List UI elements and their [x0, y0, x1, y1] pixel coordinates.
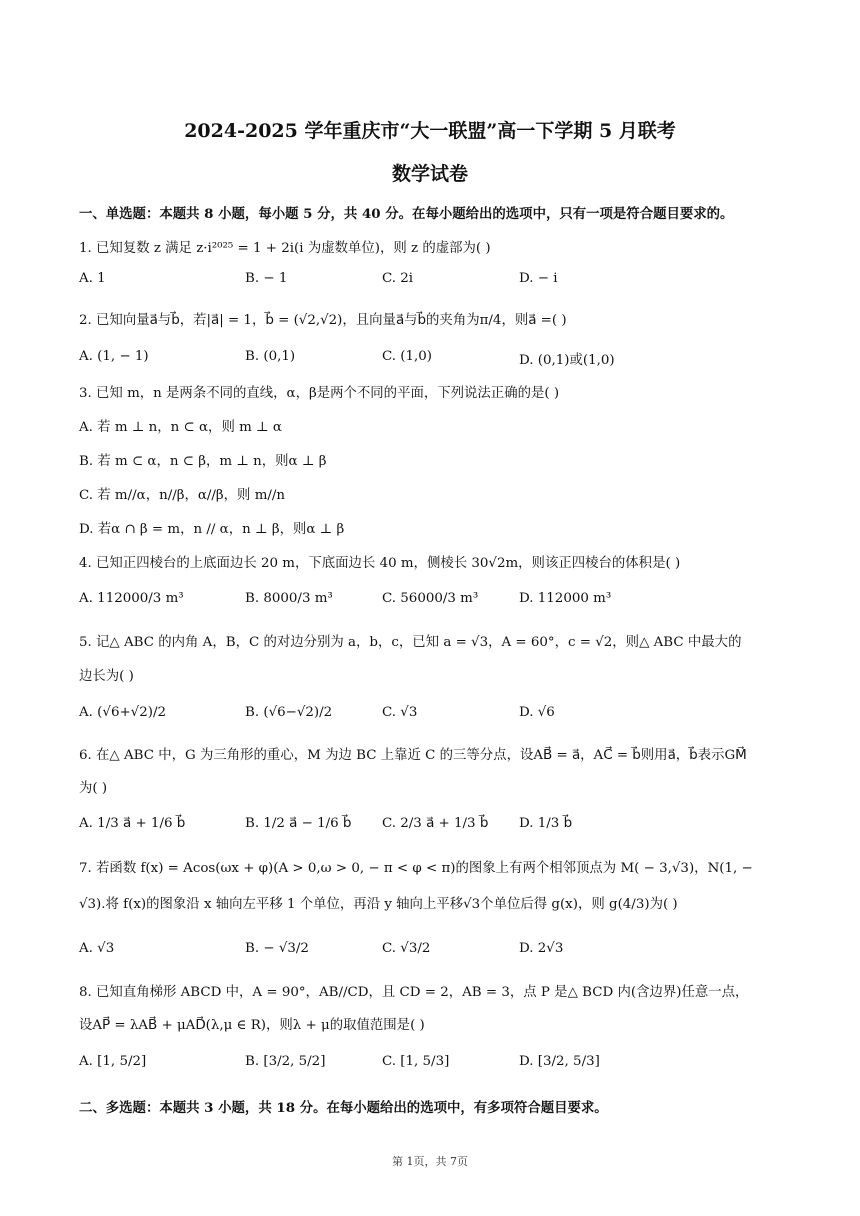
question-1-option-b: B. − 1 [245, 271, 288, 286]
question-8-option-a: A. [1, 5/2] [79, 1054, 147, 1069]
question-5-option-c: C. √3 [382, 705, 418, 720]
question-4-option-d: D. 112000 m³ [519, 591, 612, 606]
question-7-stem-line-2: √3).将 f(x)的图象沿 x 轴向左平移 1 个单位，再沿 y 轴向上平移√3个单位后得 g(x)，则 g(4/3)为( ) [79, 897, 678, 912]
question-6-option-a: A. 1/3 a⃗ + 1/6 b⃗ [79, 816, 186, 831]
question-8-stem-line-1: 8. 已知直角梯形 ABCD 中，A = 90°，AB//CD，且 CD = 2，AB = 3，点 P 是△ BCD 内(含边界)任意一点， [79, 985, 749, 1000]
question-8-options [79, 1054, 779, 1074]
question-7-option-b: B. − √3/2 [245, 941, 309, 956]
question-3-stem: 3. 已知 m，n 是两条不同的直线，α，β是两个不同的平面，下列说法正确的是( ) [79, 386, 560, 401]
question-6-option-b: B. 1/2 a⃗ − 1/6 b⃗ [245, 816, 352, 831]
question-6-option-d: D. 1/3 b⃗ [519, 816, 573, 831]
question-5-option-d: D. √6 [519, 705, 555, 720]
question-5-option-b: B. (√6−√2)/2 [245, 705, 333, 720]
question-2-option-c: C. (1,0) [382, 349, 433, 364]
question-8-stem-line-2: 设AP⃗ = λAB⃗ + μAD⃗(λ,μ ∈ R)，则λ + μ的取值范围是( ) [79, 1018, 425, 1033]
question-7-stem-line-1: 7. 若函数 f(x) = Acos(ωx + φ)(A > 0,ω > 0, − π < φ < π)的图象上有两个相邻顶点为 M( − 3,√3)，N(1, − [79, 861, 753, 876]
question-5-stem-line-1: 5. 记△ ABC 的内角 A，B，C 的对边分别为 a，b，c，已知 a = √3，A = 60°，c = √2，则△ ABC 中最大的 [79, 635, 742, 650]
question-2-option-d: D. (0,1)或(1,0) [519, 353, 615, 368]
question-6-option-c: C. 2/3 a⃗ + 1/3 b⃗ [382, 816, 489, 831]
page-footer: 第 1页，共 7页 [392, 1155, 468, 1168]
question-8-option-b: B. [3/2, 5/2] [245, 1054, 326, 1069]
question-7-option-a: A. √3 [79, 941, 115, 956]
page-title: 2024-2025 学年重庆市“大一联盟”高一下学期 5 月联考 [184, 120, 676, 142]
question-1-option-d: D. − i [519, 271, 558, 286]
question-7-option-c: C. √3/2 [382, 941, 431, 956]
question-3-option-d: D. 若α ∩ β = m，n // α，n ⊥ β，则α ⊥ β [79, 522, 345, 537]
question-3-option-b: B. 若 m ⊂ α，n ⊂ β，m ⊥ n，则α ⊥ β [79, 454, 327, 469]
question-5-stem-line-2: 边长为( ) [79, 669, 134, 684]
question-5-options [79, 705, 779, 725]
question-5-option-a: A. (√6+√2)/2 [79, 705, 166, 720]
question-8-option-c: C. [1, 5/3] [382, 1054, 450, 1069]
question-6-options [79, 816, 779, 836]
question-7-option-d: D. 2√3 [519, 941, 564, 956]
question-4-option-b: B. 8000/3 m³ [245, 591, 333, 606]
question-1-options [79, 271, 779, 291]
question-6-stem-line-1: 6. 在△ ABC 中，G 为三角形的重心，M 为边 BC 上靠近 C 的三等分点，设AB⃗ = a⃗，AC⃗ = b⃗则用a⃗，b⃗表示GM⃗ [79, 748, 747, 763]
question-2-option-b: B. (0,1) [245, 349, 296, 364]
question-1-option-c: C. 2i [382, 271, 414, 286]
question-2-option-a: A. (1, − 1) [79, 349, 149, 364]
question-1-option-a: A. 1 [79, 271, 106, 286]
question-4-stem: 4. 已知正四棱台的上底面边长 20 m，下底面边长 40 m，侧棱长 30√2m，则该正四棱台的体积是( ) [79, 556, 681, 571]
section-multiple-choice-heading: 二、多选题：本题共 3 小题，共 18 分。在每小题给出的选项中，有多项符合题目要求。 [79, 1100, 608, 1116]
section-single-choice-heading: 一、单选题：本题共 8 小题，每小题 5 分，共 40 分。在每小题给出的选项中，只有一项是符合题目要求的。 [79, 206, 734, 222]
question-3-option-c: C. 若 m//α，n//β，α//β，则 m//n [79, 488, 286, 503]
question-1-stem: 1. 已知复数 z 满足 z·i²⁰²⁵ = 1 + 2i(i 为虚数单位)，则 z 的虚部为( ) [79, 241, 491, 256]
question-2-stem: 2. 已知向量a⃗与b⃗，若|a⃗| = 1，b⃗ = (√2,√2)，且向量a⃗与b⃗的夹角为π/4，则a⃗ =( ) [79, 313, 567, 328]
page-subtitle: 数学试卷 [391, 163, 468, 185]
question-4-option-c: C. 56000/3 m³ [382, 591, 479, 606]
question-3-option-a: A. 若 m ⊥ n，n ⊂ α，则 m ⊥ α [79, 420, 282, 435]
question-6-stem-line-2: 为( ) [79, 781, 108, 796]
question-2-options [79, 349, 779, 369]
question-8-option-d: D. [3/2, 5/3] [519, 1054, 600, 1069]
question-4-option-a: A. 112000/3 m³ [79, 591, 184, 606]
question-4-options [79, 591, 779, 611]
question-7-options [79, 941, 779, 961]
